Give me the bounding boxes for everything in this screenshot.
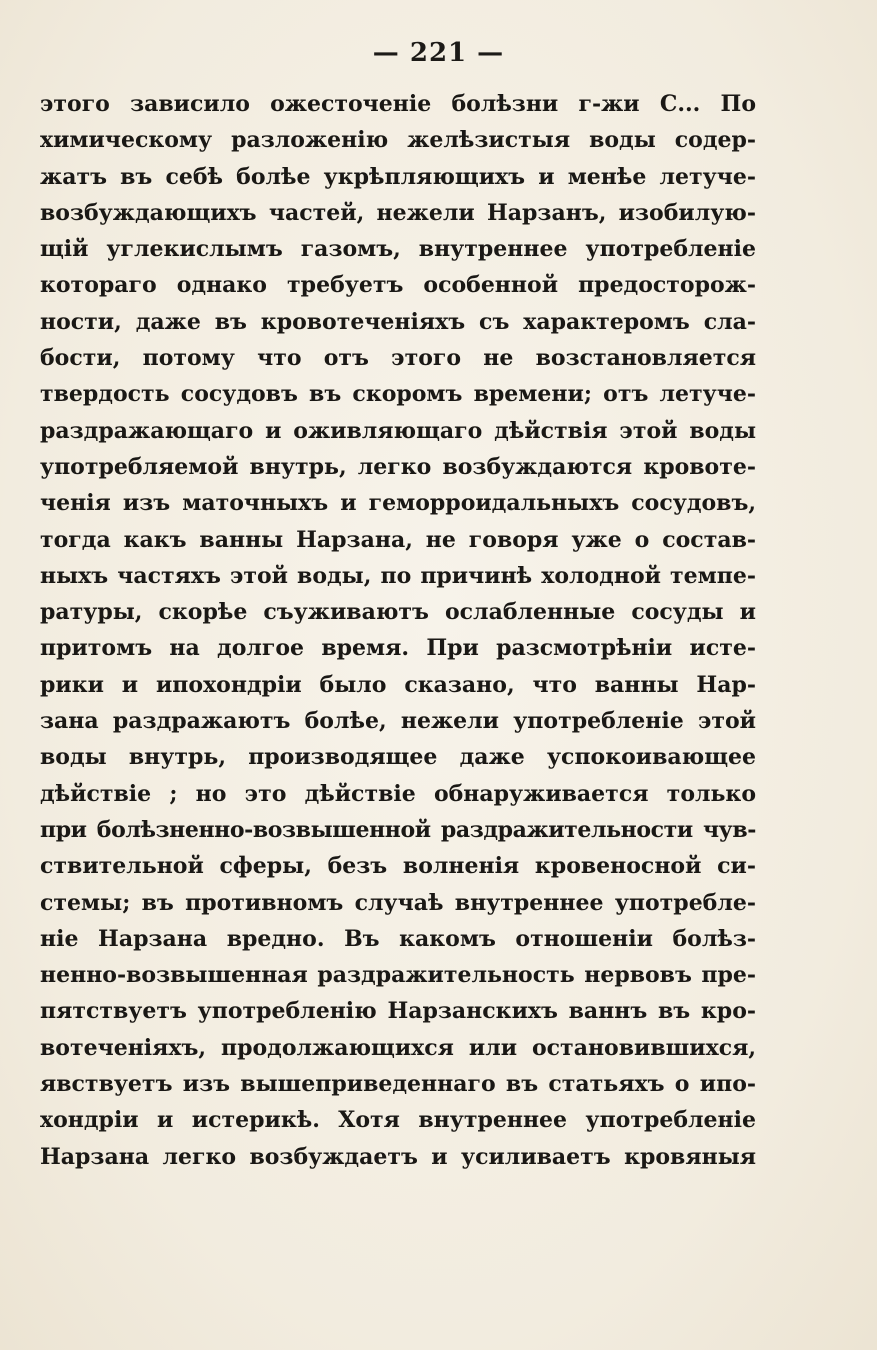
text-line: употребляемой внутрь, легко возбуждаются кровоте- (40, 453, 756, 480)
text-line: ныхъ частяхъ этой воды, по причинѣ холодной темпе- (40, 562, 756, 589)
text-line: воды внутрь, производящее даже успокоивающее (40, 744, 756, 771)
text-line: стемы; въ противномъ случаѣ внутреннее употребле- (40, 889, 756, 916)
text-line: ности, даже въ кровотеченіяхъ съ характеромъ сла- (40, 308, 756, 335)
text-line: при болѣзненно-возвышенной раздражительности чув- (40, 816, 756, 843)
text-line: щій углекислымъ газомъ, внутреннее употребленіе (40, 236, 756, 263)
text-line: ствительной сферы, безъ волненія кровеносной си- (40, 853, 756, 880)
text-line: твердость сосудовъ въ скоромъ времени; отъ летуче- (40, 381, 756, 408)
text-line: явствуетъ изъ вышеприведеннаго въ статьяхъ о ипо- (40, 1071, 756, 1098)
body-text (40, 86, 756, 1175)
text-line: дѣйствіе ; но это дѣйствіе обнаруживается только (40, 780, 756, 807)
text-line: жатъ въ себѣ болѣе укрѣпляющихъ и менѣе летуче- (40, 163, 756, 190)
text-line: возбуждающихъ частей, нежели Нарзанъ, изобилую- (40, 199, 756, 226)
text-line: пятствуетъ употребленію Нарзанскихъ ваннъ въ кро- (40, 998, 756, 1025)
text-line: рики и ипохондріи было сказано, что ванны Нар- (40, 671, 756, 698)
text-line: хондріи и истерикѣ. Хотя внутреннее употребленіе (40, 1107, 756, 1134)
text-line: зана раздражаютъ болѣе, нежели употребленіе этой (40, 708, 756, 735)
page-number: — 221 — (372, 38, 505, 68)
text-line: ратуры, скорѣе съуживаютъ ослабленные сосуды и (40, 599, 756, 626)
text-line: ненно-возвышенная раздражительность нервовъ пре- (40, 962, 756, 989)
text-line: вотеченіяхъ, продолжающихся или остановившихся, (40, 1034, 756, 1061)
text-line: тогда какъ ванны Нарзана, не говоря уже о состав- (40, 526, 756, 553)
text-line: котораго однако требуетъ особенной предосторож- (40, 272, 756, 299)
text-line: притомъ на долгое время. При разсмотрѣніи истe- (40, 635, 756, 662)
text-line: раздражающаго и оживляющаго дѣйствія этой воды (40, 417, 756, 444)
text-line: этого зависило ожесточеніе болѣзни г-жи С... По (40, 91, 756, 117)
text-line: бости, потому что отъ этого не возстановляется (40, 345, 756, 372)
text-line: химическому разложенію желѣзистыя воды содер- (40, 127, 756, 154)
text-line: ченія изъ маточныхъ и геморроидальныхъ сосудовъ, (40, 490, 756, 517)
text-line: ніе Нарзана вредно. Въ какомъ отношеніи болѣз- (40, 925, 756, 952)
text-line: Нарзана легко возбуждаетъ и усиливаетъ кровяныя (40, 1143, 756, 1170)
